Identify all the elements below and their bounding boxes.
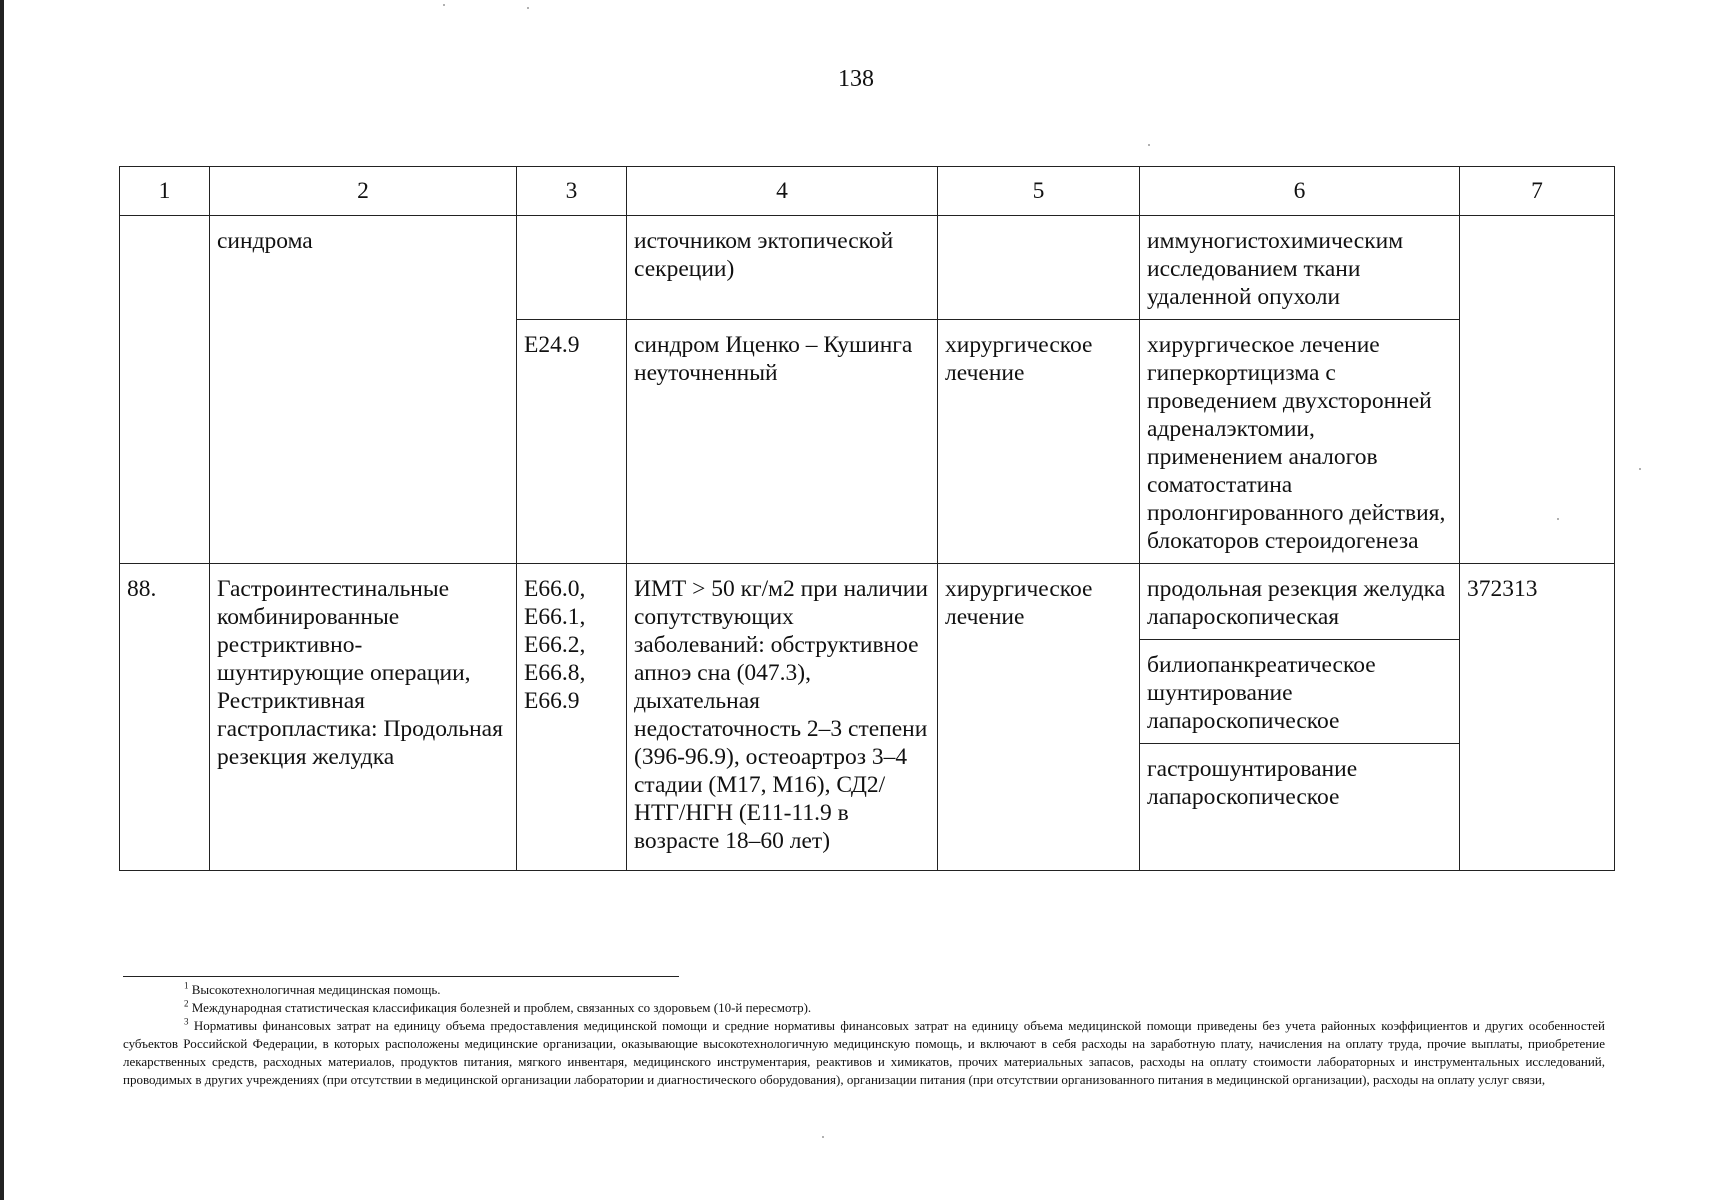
- column-header: 4: [627, 167, 938, 216]
- table-header-row: [120, 167, 1615, 216]
- method-cell: хирургическое лечение гиперкортицизма с проведением двухсторонней адреналэктомии, применением аналогов соматостатина пролонгированного действия, блокаторов стероидогенеза: [1140, 320, 1460, 564]
- icd-code: E66.0,: [524, 576, 586, 602]
- footnote-divider: [123, 976, 679, 977]
- icd-code-cell: E24.9: [517, 320, 627, 564]
- footnote-mark: 1: [184, 980, 189, 991]
- footnote: [123, 1017, 1605, 1089]
- icd-code: E66.2,: [524, 632, 586, 658]
- icd-code: E66.1,: [524, 604, 586, 630]
- column-header: 6: [1140, 167, 1460, 216]
- condition-cell: синдром Иценко – Кушинга неуточненный: [627, 320, 938, 564]
- table-row: [120, 216, 1615, 320]
- scan-speck: [822, 1136, 824, 1138]
- column-header: 7: [1460, 167, 1615, 216]
- scan-speck: [527, 7, 529, 9]
- footnote: [123, 981, 1605, 999]
- scan-speck: [1639, 468, 1641, 470]
- row-number-cell: [120, 216, 210, 564]
- footnote-mark: 2: [184, 998, 189, 1009]
- icd-code: E66.9: [524, 688, 580, 714]
- column-header: 1: [120, 167, 210, 216]
- procedure-name-cell: синдрома: [210, 216, 517, 564]
- medical-care-table: [119, 166, 1615, 871]
- condition-cell: ИМТ > 50 кг/м2 при наличии сопутствующих заболеваний: обструктивное апноэ сна (047.3), дыхательная недостаточность 2–3 степени (396-96.9), остеоартроз 3–4 стадии (M17, M16), СД2/НТГ/НГН (E11-11.9 в возрасте 18–60 лет): [627, 564, 938, 871]
- scan-speck: [1148, 144, 1150, 146]
- method-cell: билиопанкреатическое шунтирование лапароскопическое: [1140, 640, 1460, 744]
- treatment-type-cell: хирургическое лечение: [938, 320, 1140, 564]
- footnote-mark: 3: [184, 1016, 189, 1027]
- footnote-text: Международная статистическая классификация болезней и проблем, связанных со здоровьем (10-й пересмотр).: [191, 1000, 812, 1015]
- method-cell: гастрошунтирование лапароскопическое: [1140, 744, 1460, 871]
- table-row: [120, 564, 1615, 640]
- column-header: 5: [938, 167, 1140, 216]
- condition-cell: источником эктопической секреции): [627, 216, 938, 320]
- method-cell: продольная резекция желудка лапароскопическая: [1140, 564, 1460, 640]
- scan-speck: [443, 4, 445, 6]
- icd-code-cell: [517, 564, 627, 871]
- scan-page-edge: [0, 0, 4, 1200]
- column-header: 3: [517, 167, 627, 216]
- icd-code: E66.8,: [524, 660, 586, 686]
- footnote-text: Нормативы финансовых затрат на единицу объема предоставления медицинской помощи и средние нормативы финансовых затрат на единицу объема медицинской помощи приведены без учета районных коэффициентов и других особенностей субъектов Российской Федерации, в которых расположены медицинские организации, оказывающие высокотехнологичную медицинскую помощь, и включают в себя расходы на заработную плату, начисления на оплату труда, прочие выплаты, приобретение лекарственных средств, расходных материалов, продуктов питания, мягкого инвентаря, медицинского инструментария, реактивов и химикатов, прочих материальных запасов, расходы на оплату стоимости лабораторных и инструментальных исследований, проводимых в других учреждениях (при отсутствии в медицинской организации лаборатории и диагностического оборудования), организации питания (при отсутствии организованного питания в медицинской организации), расходы на оплату услуг связи,: [123, 1018, 1605, 1087]
- price-cell: 372313: [1460, 564, 1615, 871]
- row-number-cell: 88.: [120, 564, 210, 871]
- price-cell: [1460, 216, 1615, 564]
- page-number: 138: [838, 66, 874, 92]
- column-header: 2: [210, 167, 517, 216]
- treatment-type-cell: [938, 216, 1140, 320]
- icd-code-cell: [517, 216, 627, 320]
- footnotes: [123, 976, 1605, 1089]
- footnote-text: Высокотехнологичная медицинская помощь.: [191, 982, 441, 997]
- treatment-type-cell: хирургическое лечение: [938, 564, 1140, 871]
- procedure-name-cell: Гастроинтестинальные комбинированные рестриктивно-шунтирующие операции, Рестриктивная гастропластика: Продольная резекция желудка: [210, 564, 517, 871]
- footnote: [123, 999, 1605, 1017]
- method-cell: иммуногистохимическим исследованием ткани удаленной опухоли: [1140, 216, 1460, 320]
